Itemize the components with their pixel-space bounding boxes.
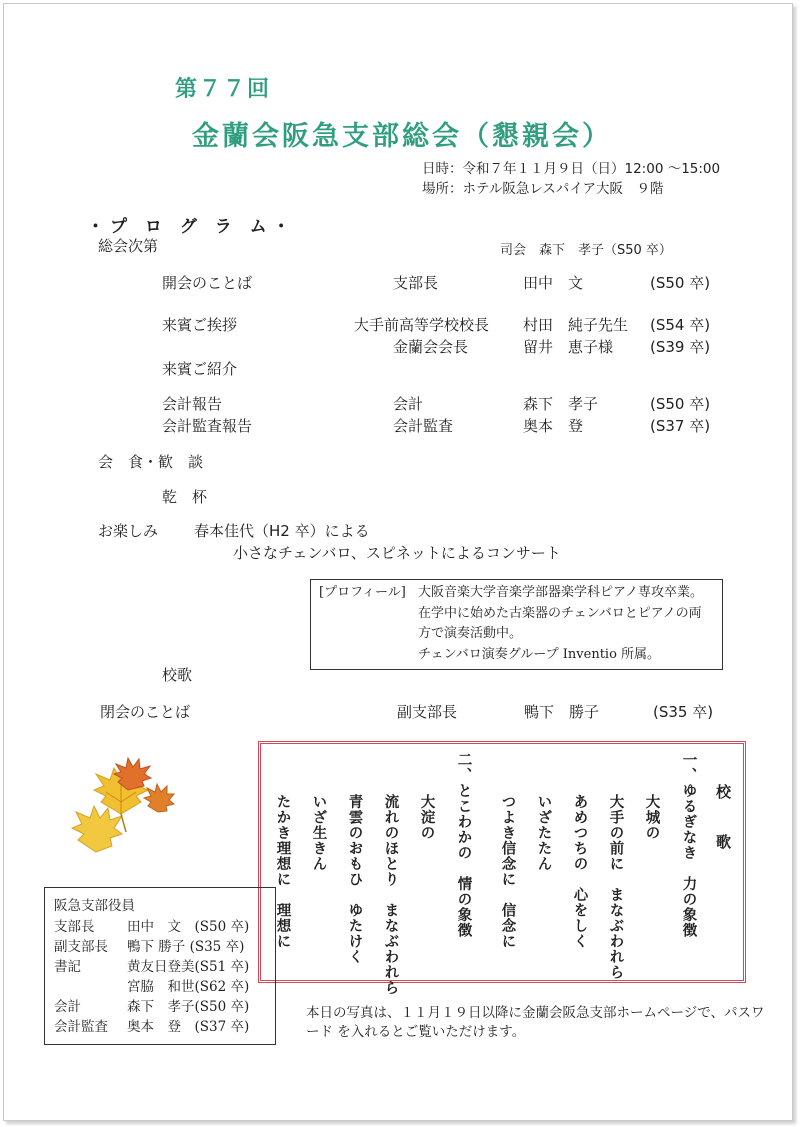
agenda-role: 大手前高等学校校長 bbox=[354, 316, 490, 334]
officer-role: 会計監査 bbox=[54, 1019, 108, 1035]
agenda-item: 開会のことば bbox=[162, 274, 253, 292]
agenda-name: 森下 孝子 bbox=[523, 395, 599, 413]
agenda-role: 会計 bbox=[393, 395, 424, 413]
profile-line: 大阪音楽大学音楽学部器楽学科ピアノ専攻卒業。 bbox=[418, 585, 703, 600]
officer-name: 黄友日登美(S51 卒) bbox=[127, 959, 250, 975]
song-line: いざ生きん bbox=[310, 794, 328, 872]
dinner-item: 会 食・歓 談 bbox=[98, 453, 204, 471]
leaf-stem bbox=[121, 814, 126, 832]
officer-name: 奥本 登 (S37 卒) bbox=[127, 1019, 250, 1035]
event-number-title: 第７７回 bbox=[175, 77, 272, 102]
profile-line: 在学中に始めた古楽器のチェンバロとピアノの両 bbox=[418, 605, 702, 621]
agenda-name: 留井 恵子様 bbox=[523, 338, 614, 356]
program-heading: ・プ ロ グ ラ ム・ bbox=[87, 217, 296, 237]
officer-role: 会計 bbox=[54, 999, 81, 1015]
officer-role: 支部長 bbox=[54, 919, 95, 935]
entertainment-description: 小さなチェンバロ、スピネットによるコンサート bbox=[233, 544, 561, 562]
profile-line: 方で演奏活動中。 bbox=[418, 626, 523, 641]
agenda-grad: (S50 卒) bbox=[650, 274, 711, 292]
officer-row bbox=[54, 1015, 249, 1035]
song-line: 一、ゆるぎなき 力の象徴 bbox=[680, 752, 698, 938]
event-venue: 場所：ホテル阪急レスパイア大阪 ９階 bbox=[422, 181, 664, 197]
song-line: あめつちの 心をしく bbox=[571, 794, 589, 949]
maple-leaves-illustration bbox=[66, 752, 176, 862]
song-line: 大淀の bbox=[418, 794, 436, 841]
agenda-item: 会計報告 bbox=[162, 395, 223, 413]
agenda-role: 会計監査 bbox=[393, 417, 454, 435]
agenda-grad: (S39 卒) bbox=[650, 338, 711, 356]
school-song-item: 校歌 bbox=[162, 666, 193, 684]
agenda-grad: (S37 卒) bbox=[650, 417, 711, 435]
song-line: 流れのほとり まなぶわれら bbox=[382, 794, 400, 996]
song-line: 大手の前に まなぶわれら bbox=[607, 794, 625, 980]
agenda-item: 来賓ご紹介 bbox=[162, 360, 238, 378]
closing-item: 閉会のことば bbox=[100, 703, 191, 721]
agenda-item: 会計監査報告 bbox=[162, 417, 253, 435]
photo-notice: 本日の写真は、１１月１９日以降に金蘭会阪急支部ホームページで、パスワード を入れるとご覧いただけます。 bbox=[306, 1005, 765, 1040]
officer-row bbox=[54, 975, 249, 995]
profile-label: [プロフィール] bbox=[319, 585, 406, 600]
agenda-item: 来賓ご挨拶 bbox=[162, 316, 238, 334]
agenda-grad: (S54 卒) bbox=[650, 316, 711, 334]
profile-text bbox=[418, 583, 703, 665]
agenda-role: 金蘭会会長 bbox=[393, 338, 469, 356]
entertainment-performer: 春本佳代（H2 卒）による bbox=[194, 522, 370, 540]
agenda-role: 支部長 bbox=[393, 274, 439, 292]
performer-profile-box bbox=[310, 579, 723, 670]
song-line: 二、とこわかの 情の象徴 bbox=[455, 752, 473, 938]
branch-officers-box bbox=[44, 887, 276, 1045]
officer-row bbox=[54, 915, 249, 935]
song-line: 青雲のおもひ ゆたけく bbox=[346, 794, 364, 965]
officer-row bbox=[54, 935, 244, 955]
officer-name: 森下 孝子(S50 卒) bbox=[127, 999, 250, 1015]
event-main-title: 金蘭会阪急支部総会（懇親会） bbox=[192, 121, 612, 152]
maple-leaf-icon bbox=[144, 784, 174, 812]
officers-title: 阪急支部役員 bbox=[54, 898, 135, 914]
agenda-name: 奥本 登 bbox=[523, 417, 584, 435]
closing-name: 鴨下 勝子 bbox=[524, 703, 600, 721]
agenda-grad: (S50 卒) bbox=[650, 395, 711, 413]
song-line: 大城の bbox=[643, 794, 661, 841]
maple-leaf-icon bbox=[72, 806, 122, 852]
officer-role: 副支部長 bbox=[54, 939, 108, 955]
officer-role: 書記 bbox=[54, 959, 81, 975]
school-song-box bbox=[258, 741, 746, 996]
mc-credit: 司会 森下 孝子（S50 卒） bbox=[500, 243, 672, 258]
closing-role: 副支部長 bbox=[397, 703, 458, 721]
song-line: つよき信念に 信念に bbox=[499, 794, 517, 949]
closing-grad: (S35 卒) bbox=[653, 703, 714, 721]
officer-row bbox=[54, 995, 249, 1015]
entertainment-label: お楽しみ bbox=[98, 522, 159, 540]
song-line: たかき理想に 理想に bbox=[274, 794, 292, 949]
toast-item: 乾 杯 bbox=[162, 488, 208, 506]
profile-line: チェンバロ演奏グループ Inventio 所属。 bbox=[418, 646, 661, 662]
school-song-title: 校 歌 bbox=[714, 784, 732, 859]
song-line: いざたたん bbox=[535, 794, 553, 872]
officer-name: 宮脇 和世(S62 卒) bbox=[127, 979, 250, 995]
officer-name: 田中 文 (S50 卒) bbox=[127, 919, 250, 935]
agenda-name: 田中 文 bbox=[523, 274, 584, 292]
officer-name: 鴨下 勝子 (S35 卒) bbox=[127, 939, 245, 955]
event-datetime: 日時：令和７年１１月９日（日）12:00 〜15:00 bbox=[422, 161, 721, 177]
agenda-section-label: 総会次第 bbox=[98, 237, 159, 255]
agenda-name: 村田 純子先生 bbox=[523, 316, 629, 334]
officer-row bbox=[54, 955, 249, 975]
